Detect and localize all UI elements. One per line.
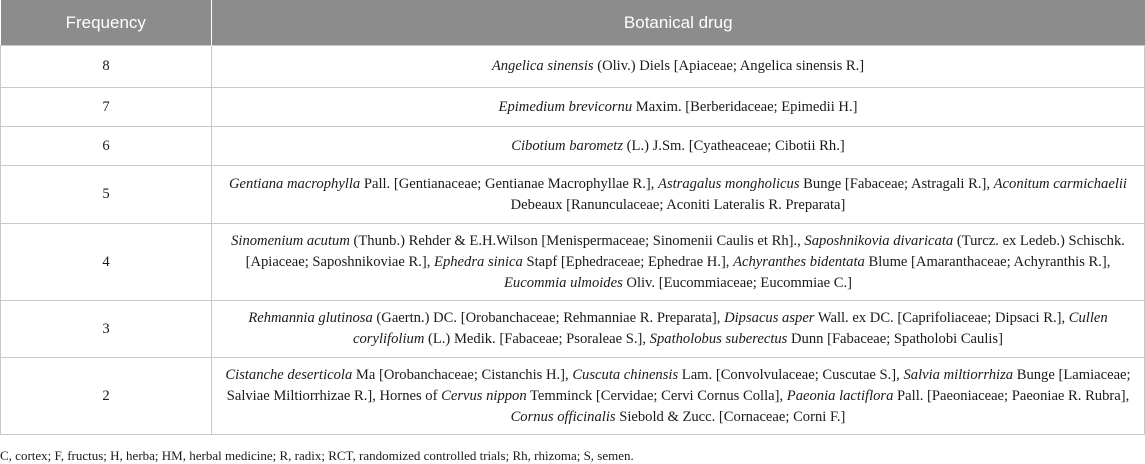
species-name: Gentiana macrophylla (229, 175, 361, 192)
species-name: Saposhnikovia divaricata (804, 232, 954, 249)
table-row (1, 224, 1145, 301)
drug-text: (Turcz. ex Ledeb.) Schischk. [Apiaceae; Saposhnikoviae R.], (245, 232, 1125, 270)
drug-cell (212, 166, 1145, 224)
species-name: Aconitum carmichaelii (993, 175, 1127, 192)
species-name: Cervus nippon (441, 387, 527, 404)
species-name: Cuscuta chinensis (572, 366, 679, 383)
drug-text: Pall. [Paeoniaceae; Paeoniae R. Rubra], (893, 387, 1130, 404)
species-name: Eucommia ulmoides (504, 274, 623, 291)
table-row (1, 46, 1145, 88)
species-name: Spatholobus suberectus (649, 331, 788, 347)
species-name: Epimedium brevicornu (498, 98, 633, 115)
table-row (1, 88, 1145, 127)
table-row (1, 358, 1145, 435)
species-name: Cornus officinalis (510, 408, 616, 425)
drug-text: Wall. ex DC. [Caprifoliaceae; Dipsaci R.], (814, 310, 1069, 326)
species-name: Achyranthes bidentata (733, 253, 865, 270)
drug-cell (212, 88, 1145, 127)
species-name: Paeonia lactiflora (786, 387, 894, 404)
species-name: Astragalus mongholicus (658, 175, 800, 192)
drug-text: (Thunb.) Rehder & E.H.Wilson [Menispermaceae; Sinomenii Caulis et Rh]., (349, 232, 805, 249)
table-footnote: C, cortex; F, fructus; H, herba; HM, herbal medicine; R, radix; RCT, randomized controlled trials; Rh, rhizoma; S, semen. (0, 448, 634, 463)
drug-text: Lam. [Convolvulaceae; Cuscutae S.], (678, 366, 904, 383)
drug-text: Stapf [Ephedraceae; Ephedrae H.], (522, 253, 734, 270)
frequency-cell: 7 (1, 88, 212, 127)
drug-text: Debeaux [Ranunculaceae; Aconiti Lateralis R. Preparata] (510, 196, 846, 213)
drug-text: (L.) J.Sm. [Cyatheaceae; Cibotii Rh.] (623, 137, 845, 154)
frequency-cell: 6 (1, 127, 212, 166)
species-name: Cibotium barometz (511, 137, 624, 154)
drug-text: Bunge [Lamiaceae; Salviae Miltiorrhizae R.], Hornes of (226, 366, 1131, 404)
drug-text: Siebold & Zucc. [Cornaceae; Corni F.] (615, 408, 846, 425)
drug-cell (212, 358, 1145, 435)
drug-text: Pall. [Gentianaceae; Gentianae Macrophyllae R.], (360, 175, 659, 192)
drug-text: Blume [Amaranthaceae; Achyranthis R.], (864, 253, 1111, 270)
table-row (1, 166, 1145, 224)
frequency-cell: 4 (1, 224, 212, 301)
frequency-cell: 8 (1, 46, 212, 88)
drug-text: Dunn [Fabaceae; Spatholobi Caulis] (787, 331, 1003, 347)
frequency-cell: 3 (1, 301, 212, 358)
drug-cell (212, 46, 1145, 88)
header-frequency: Frequency (1, 0, 212, 46)
species-name: Ephedra sinica (434, 253, 523, 270)
drug-cell (212, 301, 1145, 358)
drug-text: Temminck [Cervidae; Cervi Cornus Colla], (526, 387, 787, 404)
table-header-row (1, 0, 1145, 46)
drug-text: Ma [Orobanchaceae; Cistanchis H.], (352, 366, 573, 383)
frequency-cell: 5 (1, 166, 212, 224)
table-row (1, 127, 1145, 166)
species-name: Rehmannia glutinosa (248, 310, 373, 326)
frequency-cell: 2 (1, 358, 212, 435)
drug-text: (L.) Medik. [Fabaceae; Psoraleae S.], (424, 331, 650, 347)
drug-text: Oliv. [Eucommiaceae; Eucommiae C.] (622, 274, 852, 291)
drug-text: Maxim. [Berberidaceae; Epimedii H.] (632, 98, 858, 115)
species-name: Cistanche deserticola (225, 366, 353, 383)
species-name: Angelica sinensis (491, 58, 594, 74)
species-name: Sinomenium acutum (231, 232, 350, 249)
species-name: Salvia miltiorrhiza (903, 366, 1014, 383)
drug-text: (Oliv.) Diels [Apiaceae; Angelica sinensis R.] (593, 58, 865, 74)
species-name: Dipsacus asper (724, 310, 815, 326)
table-row (1, 301, 1145, 358)
header-botanical-drug: Botanical drug (212, 0, 1145, 46)
drug-text: Bunge [Fabaceae; Astragali R.], (799, 175, 994, 192)
drug-cell (212, 224, 1145, 301)
drug-cell (212, 127, 1145, 166)
species-name: Cullen corylifolium (353, 310, 1108, 347)
drug-text: (Gaertn.) DC. [Orobanchaceae; Rehmanniae R. Preparata], (372, 310, 725, 326)
